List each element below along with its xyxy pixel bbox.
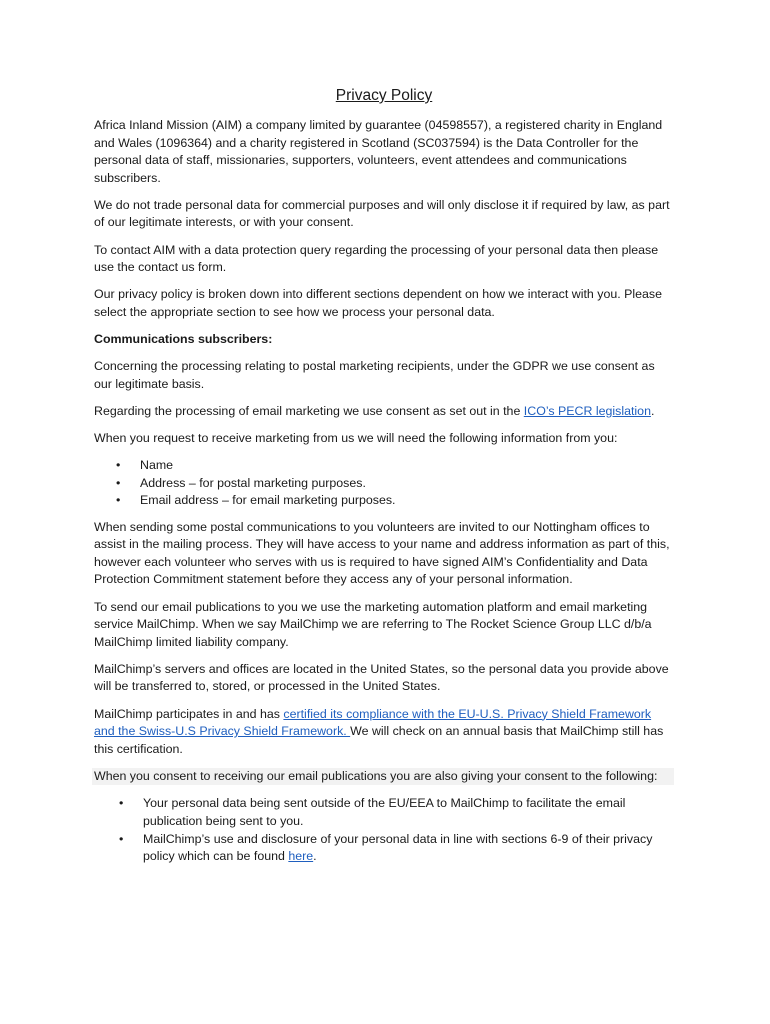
mailchimp-servers-paragraph: MailChimp’s servers and offices are located in the United States, so the personal data you provide above will be transferred to, stored, or processed in the United States. bbox=[94, 661, 669, 694]
list-item: • Email address – for email marketing purposes. bbox=[94, 492, 674, 510]
info-needed-paragraph: When you request to receive marketing from us we will need the following information from you: bbox=[94, 430, 618, 445]
consent-item-suffix: . bbox=[313, 849, 317, 864]
intro-paragraph-contact: To contact AIM with a data protection query regarding the processing of your personal data then please use the contact us form. bbox=[94, 242, 659, 275]
consent-intro-paragraph: When you consent to receiving our email publications you are also giving your consent to the following: bbox=[92, 768, 674, 786]
document-page bbox=[94, 86, 674, 866]
ico-pecr-link[interactable]: ICO’s PECR legislation bbox=[523, 403, 651, 418]
section-heading-communications: Communications subscribers: bbox=[94, 331, 273, 346]
consent-list bbox=[94, 795, 674, 865]
mailchimp-shield-text: MailChimp participates in and has bbox=[94, 706, 284, 721]
info-list bbox=[94, 457, 674, 510]
postal-consent-paragraph: Concerning the processing relating to postal marketing recipients, under the GDPR we use consent as our legitimate basis. bbox=[94, 359, 655, 391]
mailchimp-shield-paragraph bbox=[94, 706, 674, 759]
mailchimp-intro-paragraph: To send our email publications to you we use the marketing automation platform and email marketing service MailChimp. When we say MailChimp we are referring to The Rocket Science Group LLC d/b/a MailChimp limited liability company. bbox=[94, 599, 652, 649]
email-consent-suffix: . bbox=[650, 403, 655, 418]
intro-paragraph-controller: Africa Inland Mission (AIM) a company limited by guarantee (04598557), a registered charity in England and Wales (1096364) and a charity registered in Scotland (SC037594) is the Data Controller for the personal data of staff, missionaries, supporters, volunteers, event attendees and communications subscribers. bbox=[94, 118, 663, 185]
list-item: • Your personal data being sent outside of the EU/EEA to MailChimp to facilitate the email publication being sent to you. bbox=[94, 795, 674, 830]
intro-paragraph-trade: We do not trade personal data for commercial purposes and will only disclose it if required by law, as part of our legitimate interests, or with your consent. bbox=[94, 197, 670, 230]
list-item: • Address – for postal marketing purposes. bbox=[94, 475, 674, 493]
email-consent-paragraph bbox=[94, 403, 674, 421]
consent-item-text: MailChimp’s use and disclosure of your personal data in line with sections 6-9 of their privacy policy which can be found bbox=[143, 831, 653, 864]
mailchimp-privacy-link[interactable]: here bbox=[288, 849, 314, 864]
mailchimp-shield-suffix: We will check on an annual basis that MailChimp still has this certification. bbox=[94, 724, 664, 756]
privacy-shield-link[interactable]: certified its compliance with the EU-U.S. Privacy Shield Framework and the Swiss-U.S Privacy Shield Framework. bbox=[94, 706, 652, 739]
email-consent-text: Regarding the processing of email marketing we use consent as set out in the bbox=[94, 403, 524, 418]
volunteers-paragraph: When sending some postal communications to you volunteers are invited to our Nottingham offices to assist in the mailing process. They will have access to your name and address information as part of this, however each volunteer who serves with us is required to have signed AIM’s Confidentiality and Data Protection Commitment statement before they access any of your personal information. bbox=[94, 519, 670, 587]
page-title: Privacy Policy bbox=[335, 87, 433, 104]
list-item bbox=[94, 831, 674, 866]
list-item: • Name bbox=[94, 457, 674, 475]
intro-paragraph-sections: Our privacy policy is broken down into different sections dependent on how we interact with you. Please select the appropriate section to see how we process your personal data. bbox=[94, 287, 662, 319]
